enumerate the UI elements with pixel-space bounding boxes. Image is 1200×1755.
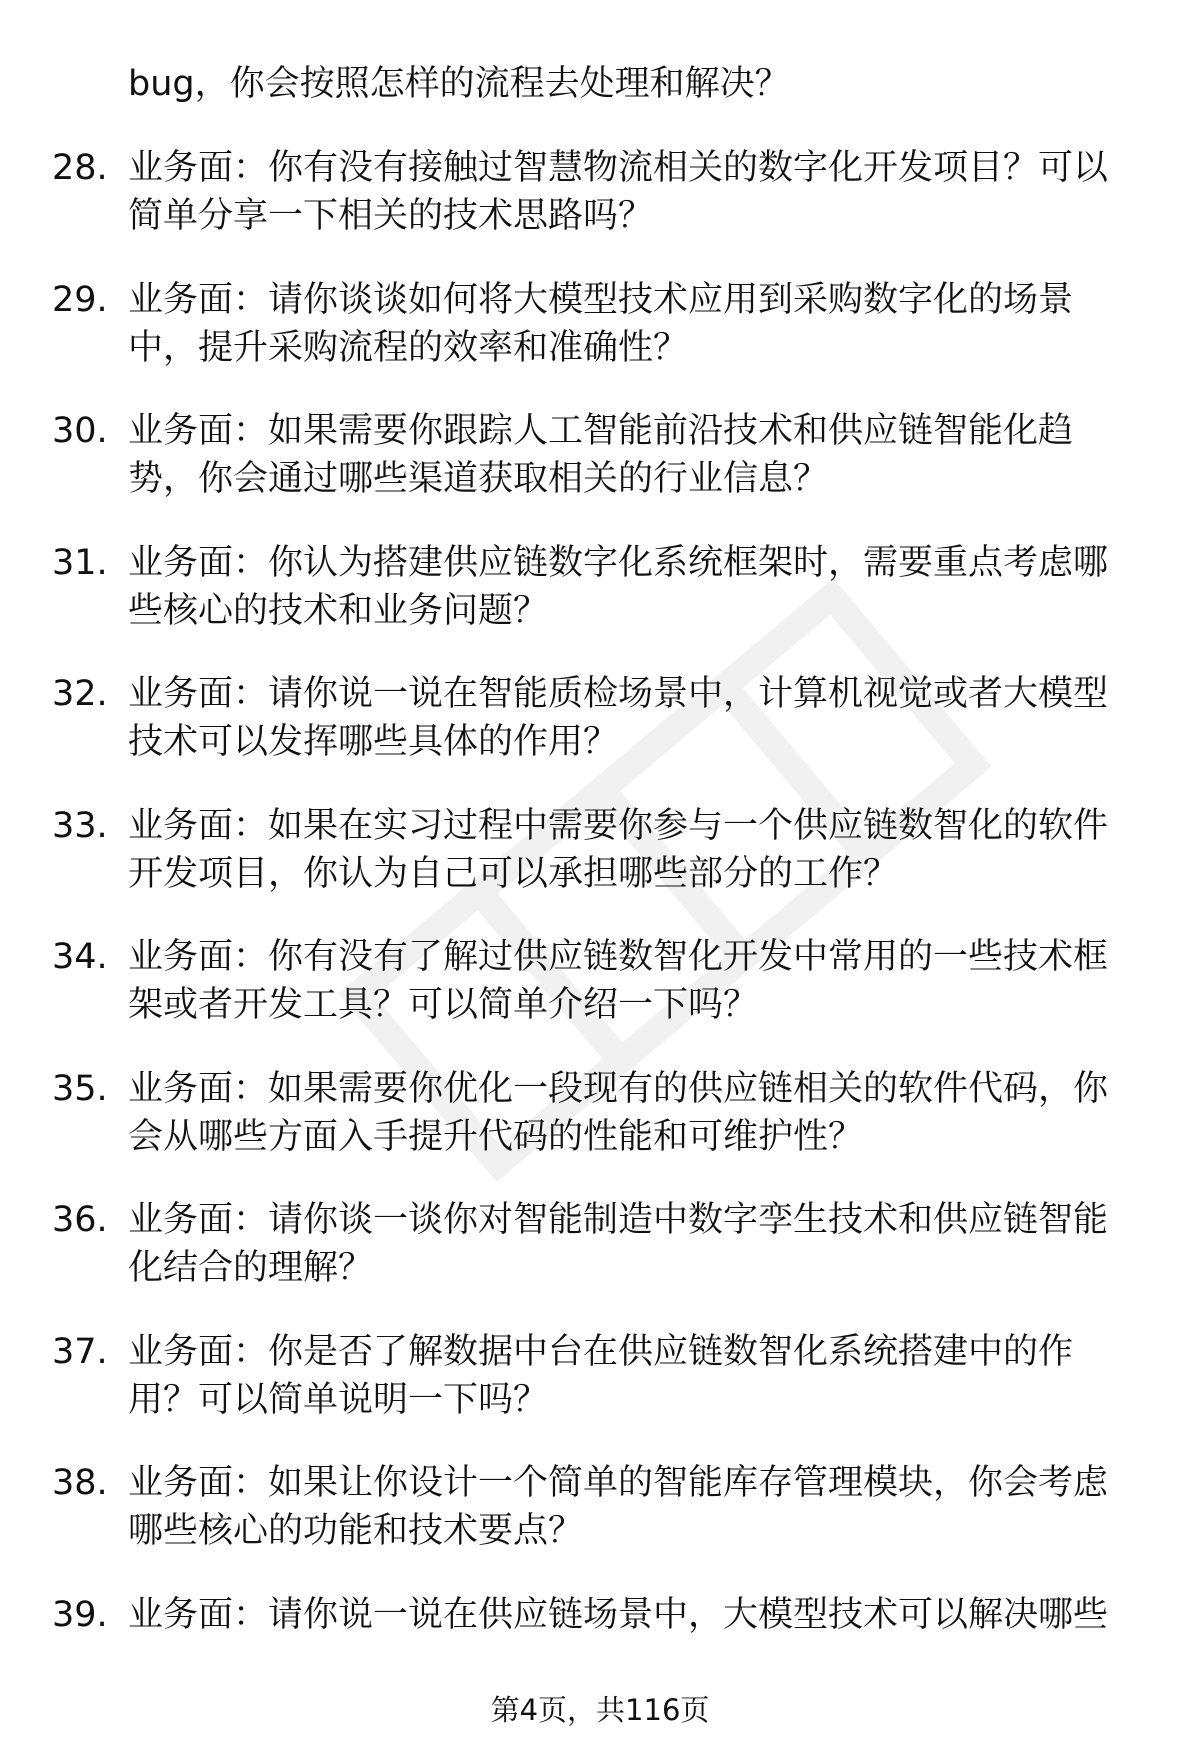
- list-item: [0, 933, 1200, 1029]
- question-text: 业务面：如果让你设计一个简单的智能库存管理模块，你会考虑哪些核心的功能和技术要点？: [128, 1463, 1109, 1551]
- page-footer: 第4页，共116页: [490, 1693, 710, 1727]
- question-number: 39.: [52, 1594, 108, 1635]
- question-number: 32.: [52, 674, 108, 714]
- question-text: 业务面：如果需要你跟踪人工智能前沿技术和供应链智能化趋势，你会通过哪些渠道获取相关的行业信息？: [128, 411, 1074, 499]
- question-text: 业务面：如果需要你优化一段现有的供应链相关的软件代码，你会从哪些方面入手提升代码的性能和可维护性？: [128, 1068, 1109, 1157]
- question-text: 业务面：你认为搭建供应链数字化系统框架时，需要重点考虑哪些核心的技术和业务问题？: [128, 542, 1109, 631]
- list-item: [0, 407, 1200, 503]
- question-number: 31.: [52, 542, 108, 583]
- question-list: [0, 60, 1200, 1675]
- question-text: 业务面：你有没有了解过供应链数智化开发中常用的一些技术框架或者开发工具？可以简单介绍一下吗？: [128, 937, 1109, 1025]
- question-text: 业务面：请你说一说在供应链场景中，大模型技术可以解决哪些: [128, 1594, 1109, 1635]
- question-number: 37.: [52, 1331, 108, 1372]
- question-text: 业务面：请你谈一谈你对智能制造中数字孪生技术和供应链智能化结合的理解？: [128, 1200, 1109, 1288]
- question-text: bug，你会按照怎样的流程去处理和解决？: [128, 64, 790, 104]
- list-item: [0, 1591, 1200, 1639]
- question-text: 业务面：你有没有接触过智慧物流相关的数字化开发项目？可以简单分享一下相关的技术思路吗？: [128, 148, 1109, 236]
- list-item: [0, 1065, 1200, 1161]
- question-number: 30.: [52, 411, 108, 451]
- list-item: [0, 1196, 1200, 1292]
- list-item: [0, 1459, 1200, 1555]
- question-continuation: [0, 60, 1200, 108]
- list-item: [0, 276, 1200, 372]
- list-item: [0, 1328, 1200, 1424]
- question-text: 业务面：你是否了解数据中台在供应链数智化系统搭建中的作用？可以简单说明一下吗？: [128, 1331, 1074, 1420]
- question-text: 业务面：请你谈谈如何将大模型技术应用到采购数字化的场景中，提升采购流程的效率和准确性？: [128, 279, 1074, 368]
- question-number: 33.: [52, 805, 108, 846]
- question-number: 29.: [52, 279, 108, 320]
- list-item: [0, 539, 1200, 635]
- question-number: 28.: [52, 148, 108, 188]
- list-item: [0, 144, 1200, 240]
- list-item: [0, 802, 1200, 898]
- question-text: 业务面：如果在实习过程中需要你参与一个供应链数智化的软件开发项目，你认为自己可以承担哪些部分的工作？: [128, 805, 1109, 894]
- question-text: 业务面：请你说一说在智能质检场景中，计算机视觉或者大模型技术可以发挥哪些具体的作用？: [128, 674, 1109, 762]
- list-item: [0, 670, 1200, 766]
- question-number: 35.: [52, 1068, 108, 1109]
- question-number: 34.: [52, 937, 108, 977]
- question-number: 36.: [52, 1200, 108, 1240]
- question-number: 38.: [52, 1463, 108, 1503]
